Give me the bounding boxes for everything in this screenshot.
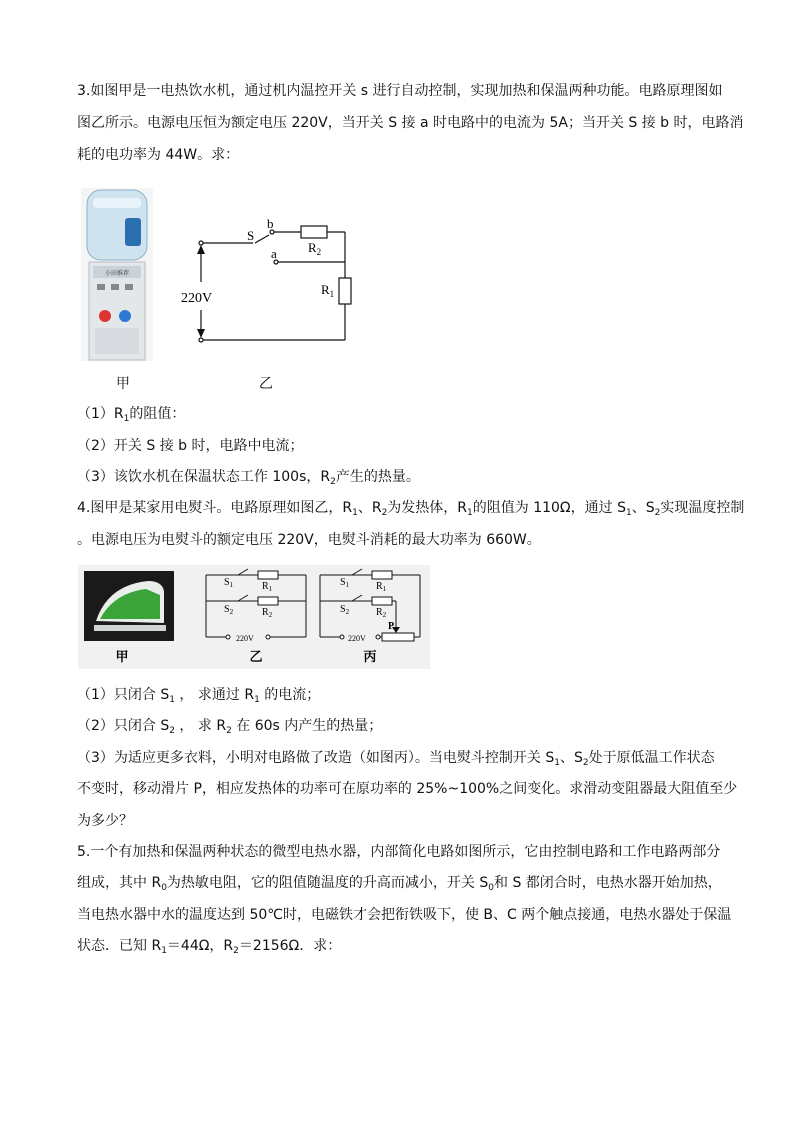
q5-stem-line-4: 状态．已知 $R_1=44\Omega$，$R_2=2156\Omega$．求：: [77, 938, 342, 956]
q4-stem-line-2: 。电源电压为电熨斗的额定电压 220V，电熨斗消耗的最大功率为 660W。: [77, 532, 541, 548]
q4-sub-3-line-1: （3）为适应更多衣料，小明对电路做了改造（如图丙）。当电熨斗控制开关 $S_1$、$S_2$处于原低温工作状态: [77, 750, 715, 768]
q3-terminal-a: a: [271, 246, 277, 261]
q4-bing-s2: $S_2$: [340, 604, 350, 616]
q4-sub-3-line-2: 不变时，移动滑片 P，相应发热体的功率可在原功率的 25%~100%之间变化。求滑动变阻器最大阻值至少: [77, 781, 738, 797]
q3-circuit-diagram: [175, 210, 365, 350]
water-dispenser-photo: [81, 188, 153, 361]
q4-stem-line-1: 4.图甲是某家用电熨斗。电路原理如图乙，$R_1$、$R_2$为发热体，$R_1$的阻值为 110Ω，通过 $S_1$、$S_2$实现温度控制: [77, 500, 745, 518]
q3-switch-label: S: [247, 228, 255, 243]
q3-voltage-label: 220V: [181, 291, 213, 306]
q4-figure: [78, 565, 430, 669]
q5-stem-line-3: 当电热水器中水的温度达到 50℃时，电磁铁才会把衔铁吸下，使 B、C 两个触点接通，电热水器处于保温: [77, 907, 732, 923]
q4-yi-voltage: 220V: [236, 634, 254, 643]
q4-caption-jia: 甲: [115, 649, 129, 664]
q3-stem-line-2: 图乙所示。电源电压恒为额定电压 220V，当开关 S 接 a 时电路中的电流为 5A；当开关 S 接 b 时，电路消: [77, 115, 744, 131]
q4-yi-r1: $R_1$: [262, 581, 273, 593]
q4-caption-yi: 乙: [249, 649, 263, 664]
q4-bing-r2: $R_2$: [376, 607, 387, 619]
q4-yi-r2: $R_2$: [262, 607, 273, 619]
q4-sub-3-line-3: 为多少？: [77, 813, 133, 829]
q4-sub-2: （2）只闭合 $S_2$ ， 求 $R_2$ 在 60s 内产生的热量；: [77, 718, 383, 736]
q3-stem-line-3: 耗的电功率为 44W。求：: [77, 147, 240, 163]
q4-yi-s2: $S_2$: [224, 604, 234, 616]
q4-bing-p: P: [388, 621, 395, 632]
q4-bing-s1: $S_1$: [340, 577, 350, 589]
q3-caption-yi: 乙: [259, 376, 273, 392]
q3-sub-1: $(1)R_1$的阻值：: [77, 406, 186, 424]
q4-bing-voltage: 220V: [348, 634, 366, 643]
q4-bing-r1: $R_1$: [376, 581, 387, 593]
q4-yi-s1: $S_1$: [224, 577, 234, 589]
q3-stem-line-1: 3.如图甲是一电热饮水机，通过机内温控开关 s 进行自动控制，实现加热和保温两种功能。电路原理图如: [77, 83, 723, 99]
q3-sub-3: （3）该饮水机在保温状态工作 100s，$R_2$产生的热量。: [77, 469, 420, 487]
q3-r2-label: $R_2$: [308, 240, 322, 257]
q4-sub-1: （1）只闭合 $S_1$ ， 求通过 $R_1$ 的电流；: [77, 687, 321, 705]
q4-caption-bing: 丙: [363, 649, 377, 664]
q3-r1-label: $R_1$: [321, 282, 335, 299]
q3-caption-jia: 甲: [116, 376, 130, 392]
q5-stem-line-1: 5.一个有加热和保温两种状态的微型电热水器，内部简化电路如图所示，它由控制电路和工作电路两部分: [77, 844, 721, 860]
q3-terminal-b: b: [267, 216, 274, 231]
q5-stem-line-2: 组成，其中 $R_0$为热敏电阻，它的阻值随温度的升高而减小，开关 $S_0$和 S 都闭合时，电热水器开始加热，: [77, 875, 722, 893]
q3-sub-2: （2）开关 S 接 b 时，电路中电流；: [77, 438, 304, 454]
dispenser-label: 小田推荐: [104, 271, 130, 277]
